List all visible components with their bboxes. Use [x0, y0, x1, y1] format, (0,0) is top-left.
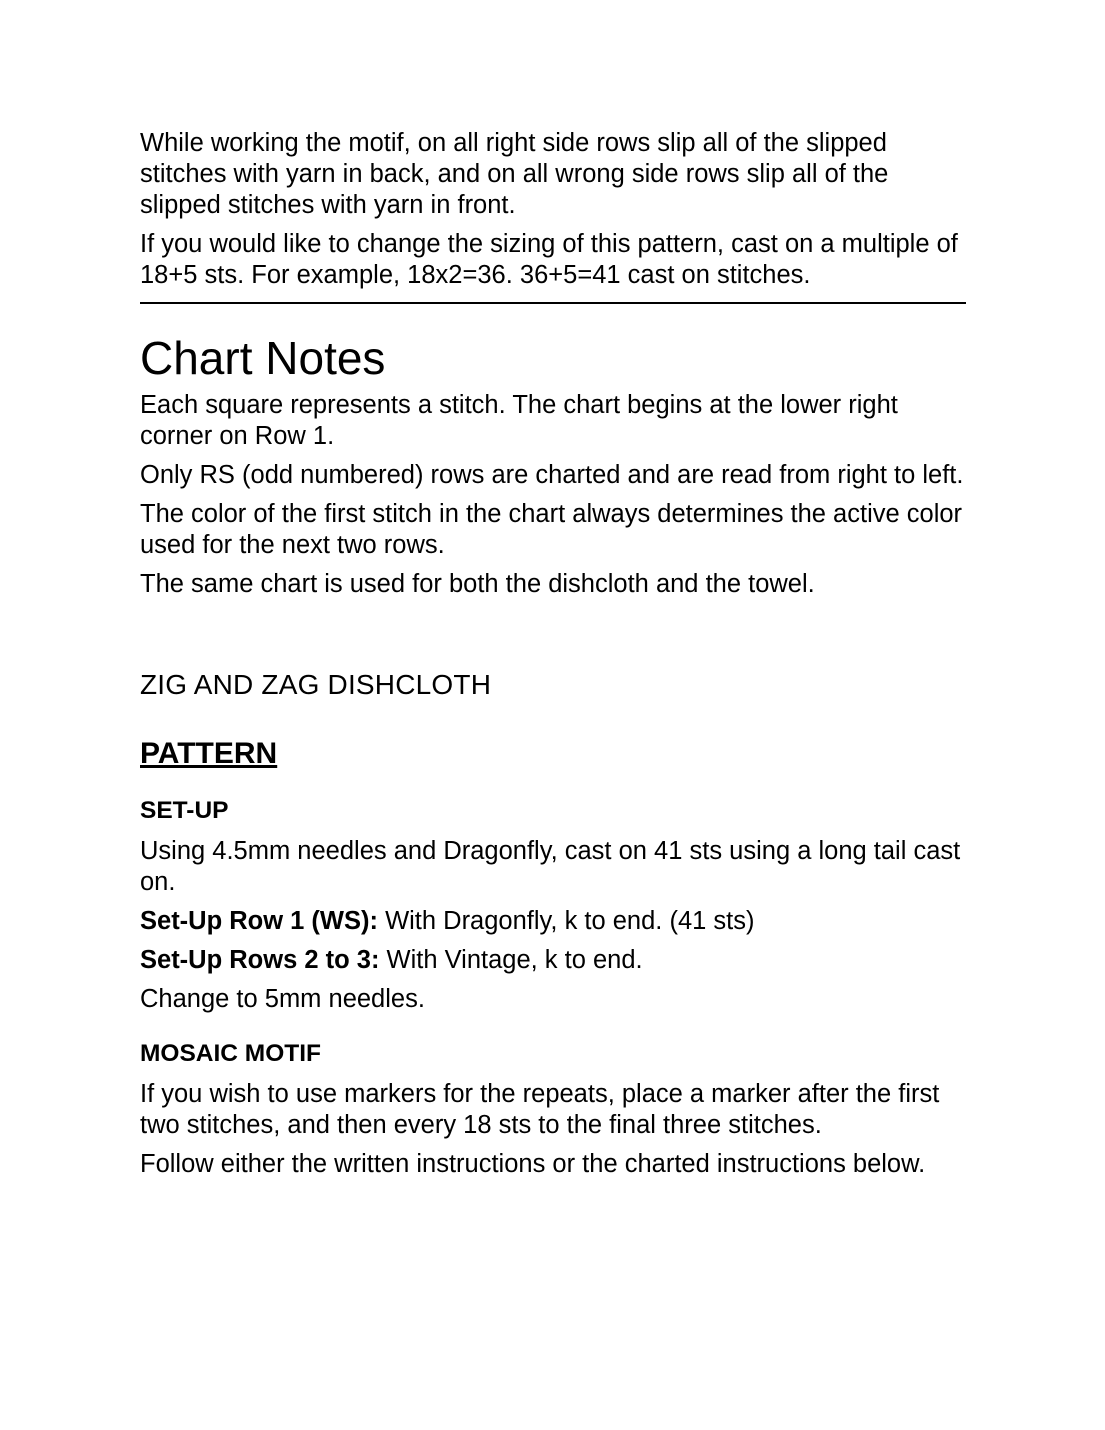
setup-row-2-text: With Vintage, k to end. [379, 946, 643, 974]
chart-note-4: The same chart is used for both the dishcloth and the towel. [140, 570, 815, 598]
pattern-heading: PATTERN [140, 737, 278, 770]
mosaic-instructions-paragraph: Follow either the written instructions or the charted instructions below. [140, 1150, 926, 1178]
chart-note-1: Each square represents a stitch. The chart begins at the lower right corner on Row 1. [140, 391, 898, 450]
setup-paragraph: Using 4.5mm needles and Dragonfly, cast on 41 sts using a long tail cast on. [140, 837, 961, 896]
intro-paragraph-sizing: If you would like to change the sizing of this pattern, cast on a multiple of 18+5 sts. For example, 18x2=36. 36+5=41 cast on stitches. [140, 230, 958, 289]
setup-row-1-text: With Dragonfly, k to end. (41 sts) [377, 907, 755, 935]
chart-note-3: The color of the first stitch in the chart always determines the active color used for the next two rows. [140, 500, 963, 559]
document-page [140, 128, 970, 1180]
setup-row-2-label: Set-Up Rows 2 to 3: [140, 946, 380, 974]
section-divider [140, 302, 966, 304]
mosaic-markers-paragraph: If you wish to use markers for the repeats, place a marker after the first two stitches, and then every 18 sts to the final three stitches. [140, 1080, 940, 1139]
dishcloth-title: ZIG AND ZAG DISHCLOTH [140, 669, 492, 700]
intro-paragraph-slip: While working the motif, on all right side rows slip all of the slipped stitches with yarn in back, and on all wrong side rows slip all of the slipped stitches with yarn in front. [140, 129, 889, 219]
mosaic-heading: MOSAIC MOTIF [140, 1040, 322, 1067]
setup-row-1-label: Set-Up Row 1 (WS): [140, 907, 378, 935]
setup-row-2 [140, 945, 970, 976]
setup-row-1 [140, 906, 970, 937]
chart-notes-heading: Chart Notes [140, 332, 386, 384]
setup-heading: SET-UP [140, 797, 229, 824]
chart-note-2: Only RS (odd numbered) rows are charted and are read from right to left. [140, 461, 964, 489]
needle-change-note: Change to 5mm needles. [140, 985, 425, 1013]
